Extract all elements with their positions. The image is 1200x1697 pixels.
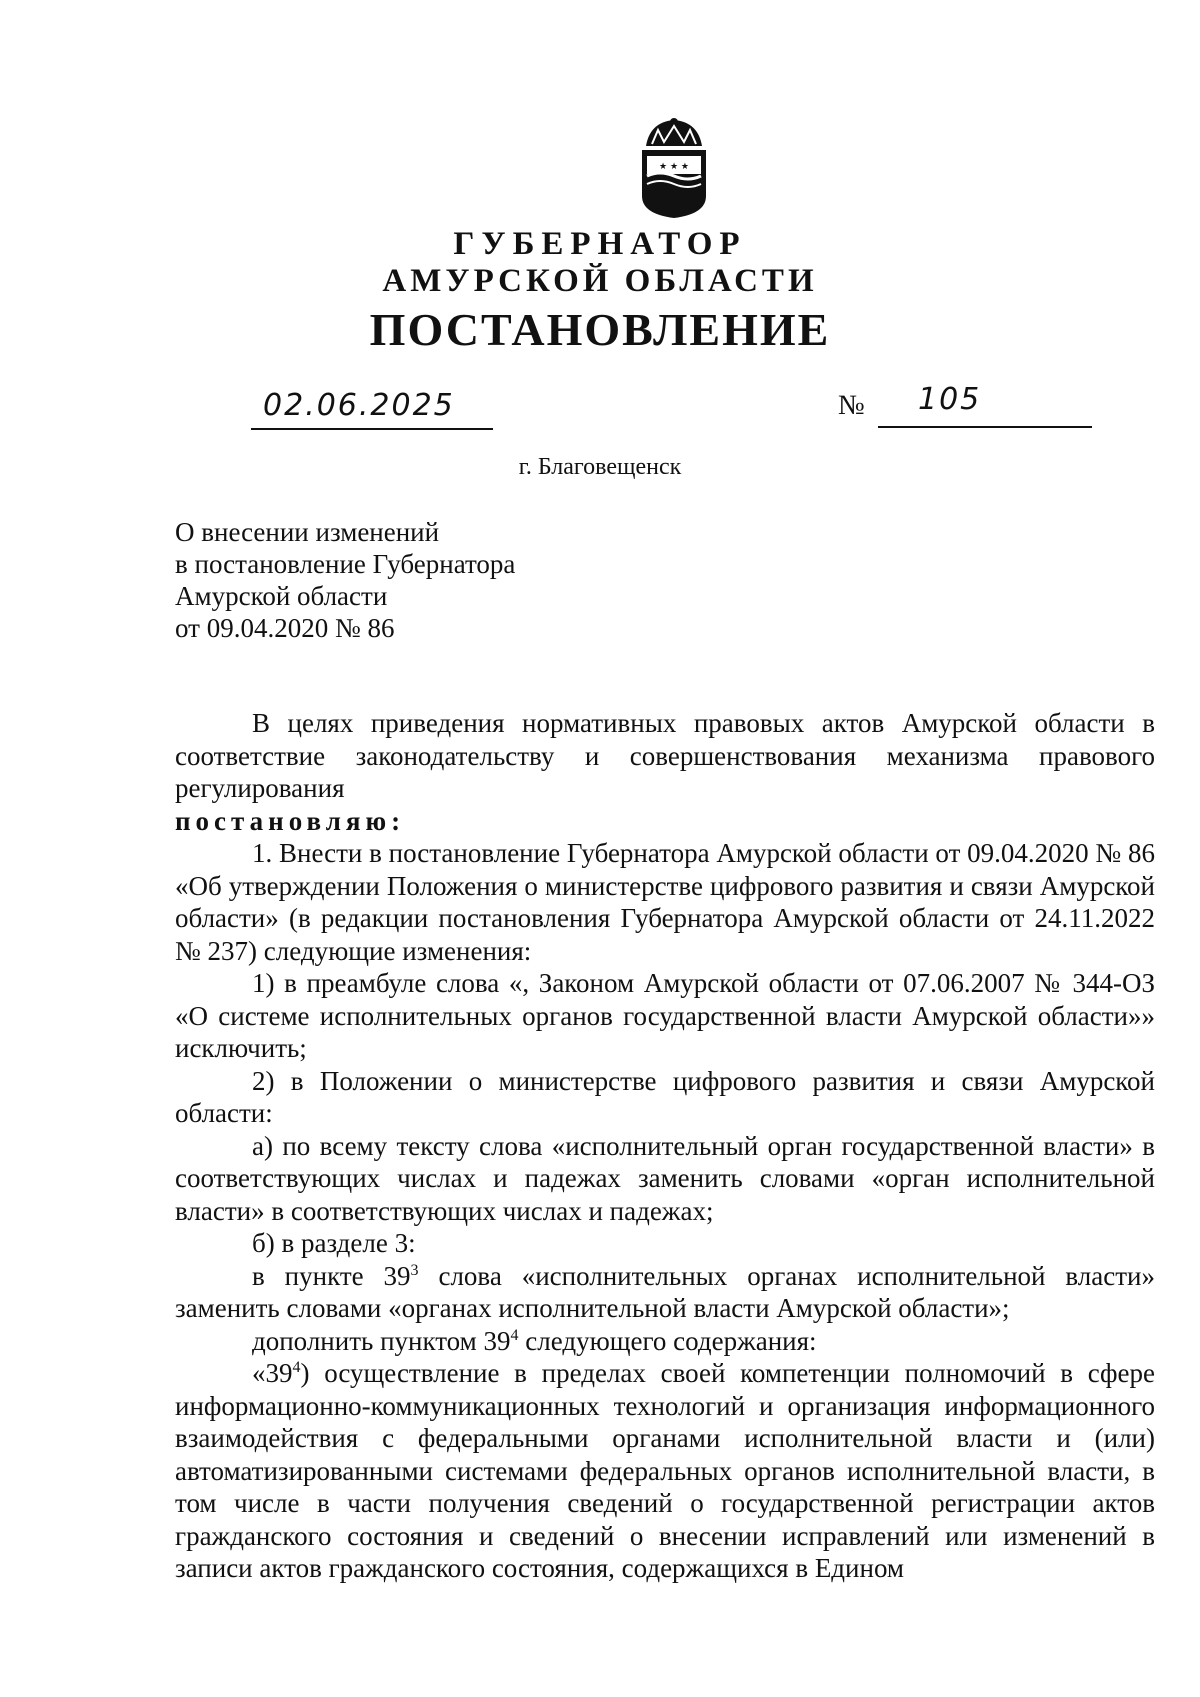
paragraph-7-superscript: 4 bbox=[510, 1326, 519, 1344]
number-sign: № bbox=[838, 390, 865, 421]
paragraph-7-end: следующего содержания: bbox=[518, 1325, 817, 1356]
paragraph-7-start: дополнить пунктом 39 bbox=[252, 1325, 511, 1356]
handwritten-number: 105 bbox=[918, 382, 982, 417]
paragraph-6-end: слова «исполнительных органах исполнительной власти» заменить словами «органах исполнительной власти Амурской области»; bbox=[175, 1260, 1155, 1323]
issuer-title: ГУБЕРНАТОР bbox=[453, 226, 747, 262]
paragraph-5: б) в разделе 3: bbox=[252, 1228, 416, 1258]
date-field bbox=[251, 388, 493, 430]
decree-word: постановляю: bbox=[175, 805, 406, 836]
city: г. Благовещенск bbox=[518, 454, 682, 480]
paragraph-4: а) по всему тексту слова «исполнительный орган государственной власти» в соответствующих числах и падежах заменить словами «орган исполнительной власти» в соответствующих числах и падежах; bbox=[175, 1130, 1155, 1226]
paragraph-1: 1. Внести в постановление Губернатора Амурской области от 09.04.2020 № 86 «Об утверждении Положения о министерстве цифрового развития и связи Амурской области» (в редакции постановления Губернатора Амурской области от 24.11.2022 № 237) следующие изменения: bbox=[175, 838, 1155, 966]
preamble-paragraph: В целях приведения нормативных правовых актов Амурской области в соответствие законодательству и совершенствования механизма правового регулирования bbox=[175, 708, 1155, 803]
subject-block bbox=[175, 516, 515, 644]
paragraph-8-end: ) осуществление в пределах своей компетенции полномочий в сфере информационно-коммуникационных технологий и организация информационного взаимодействия с федеральными органами исполнительной власти и (или) автоматизированными системами федеральных органов исполнительной власти, в том числе в части получения сведений о государственной регистрации актов гражданского состояния и сведений о внесении исправлений или изменений в записи актов гражданского состояния, содержащихся в Едином bbox=[175, 1358, 1155, 1583]
paragraph-6-superscript: 3 bbox=[410, 1261, 419, 1279]
issuer-region: АМУРСКОЙ ОБЛАСТИ bbox=[382, 263, 818, 299]
paragraph-7 bbox=[175, 1325, 1155, 1358]
paragraph-8 bbox=[175, 1357, 1155, 1585]
svg-text:★ ★ ★: ★ ★ ★ bbox=[659, 162, 689, 172]
document-type-title: ПОСТАНОВЛЕНИЕ bbox=[369, 304, 831, 355]
coat-of-arms-emblem bbox=[632, 116, 716, 220]
number-field bbox=[878, 382, 1092, 428]
handwritten-date: 02.06.2025 bbox=[263, 388, 455, 423]
paragraph-2: 1) в преамбуле слова «, Законом Амурской области от 07.06.2007 № 344-ОЗ «О системе исполнительных органов государственной власти Амурской области»» исключить; bbox=[175, 968, 1155, 1063]
paragraph-6-start: в пункте 39 bbox=[252, 1260, 411, 1291]
subject-line-1: О внесении изменений bbox=[175, 517, 440, 547]
paragraph-8-superscript: 4 bbox=[292, 1359, 301, 1376]
document-body bbox=[175, 707, 1155, 1585]
subject-line-2: в постановление Губернатора bbox=[175, 549, 516, 579]
subject-line-3: Амурской области bbox=[175, 581, 388, 611]
paragraph-6 bbox=[175, 1260, 1155, 1325]
subject-line-4: от 09.04.2020 № 86 bbox=[175, 613, 395, 643]
paragraph-8-start: «39 bbox=[252, 1358, 293, 1388]
paragraph-3: 2) в Положении о министерстве цифрового развития и связи Амурской области: bbox=[175, 1065, 1155, 1128]
